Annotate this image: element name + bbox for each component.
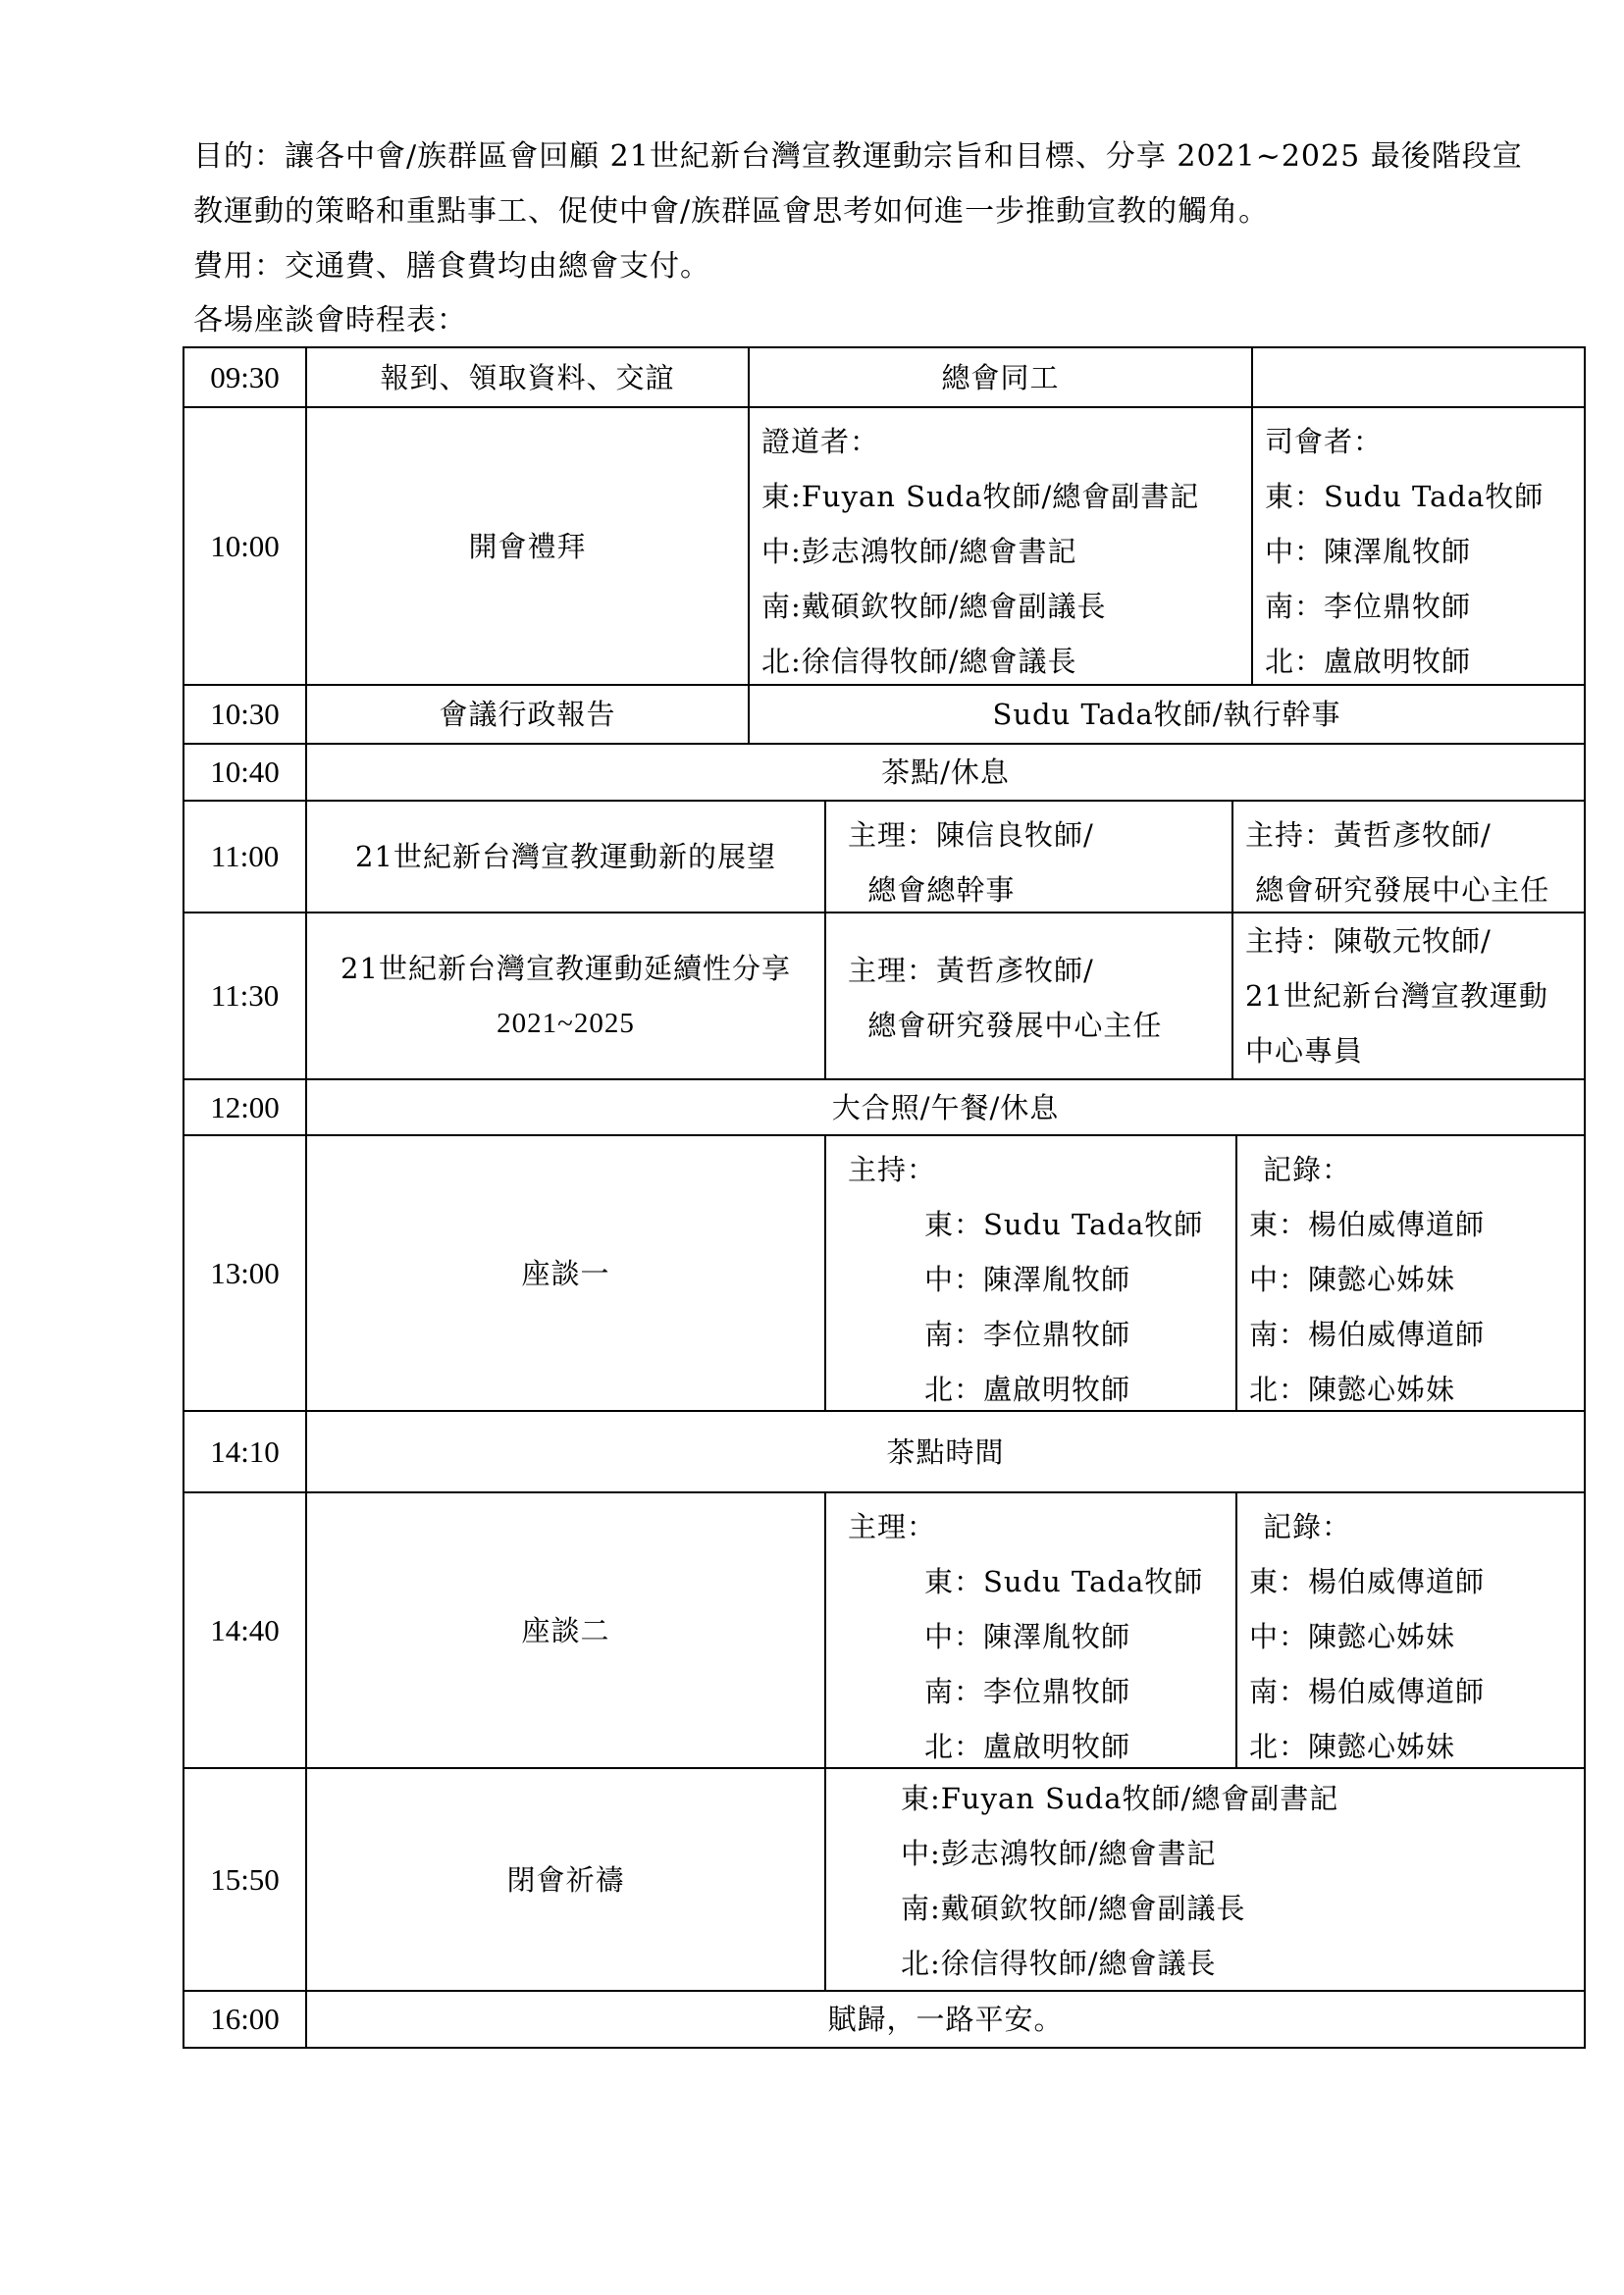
cell-line: 東：Sudu Tada牧師 bbox=[924, 1565, 1204, 1598]
cell-line: 主理：黃哲彥牧師/ bbox=[848, 954, 1094, 987]
cell-line: 中：陳懿心姊妹 bbox=[1249, 1263, 1456, 1296]
event-cell: 報到、領取資料、交誼 bbox=[305, 346, 750, 408]
cell-line: 21世紀新台灣宣教運動延續性分享 bbox=[341, 952, 791, 985]
time-cell: 11:30 bbox=[183, 912, 307, 1080]
cell-line: 東：Sudu Tada牧師 bbox=[1265, 480, 1545, 513]
host-cell bbox=[1231, 912, 1586, 1080]
cell-line: 記錄： bbox=[1263, 1510, 1352, 1543]
cell-line: 主理：陳信良牧師/ bbox=[848, 818, 1094, 852]
recorder-cell bbox=[1235, 1491, 1586, 1769]
cell-line: 東:Fuyan Suda牧師/總會副書記 bbox=[901, 1782, 1339, 1815]
event-cell: 21世紀新台灣宣教運動新的展望 bbox=[305, 800, 826, 913]
cell-line: 主理： bbox=[848, 1510, 937, 1543]
time-cell: 13:00 bbox=[183, 1134, 307, 1412]
cell-line: 南:戴碩欽牧師/總會副議長 bbox=[761, 590, 1107, 623]
event-cell: 賦歸，一路平安。 bbox=[305, 1990, 1586, 2049]
purpose-line-2: 教運動的策略和重點事工、促使中會/族群區會思考如何進一步推動宣教的觸角。 bbox=[193, 194, 1270, 229]
event-cell: 會議行政報告 bbox=[305, 684, 750, 745]
cell-line: 中:彭志鴻牧師/總會書記 bbox=[901, 1837, 1217, 1870]
staff-cell: 總會同工 bbox=[748, 346, 1253, 408]
host-cell bbox=[1231, 800, 1586, 913]
cell-line: 中：陳懿心姊妹 bbox=[1249, 1620, 1456, 1653]
cell-line: 總會研究發展中心主任 bbox=[1245, 873, 1550, 907]
cell-line: 東:Fuyan Suda牧師/總會副書記 bbox=[761, 480, 1200, 513]
leader-cell bbox=[824, 912, 1233, 1080]
cell-line: 證道者： bbox=[761, 425, 880, 458]
cell-line: 北：盧啟明牧師 bbox=[1265, 645, 1472, 678]
event-cell: 開會禮拜 bbox=[305, 406, 750, 686]
time-cell: 09:30 bbox=[183, 346, 307, 408]
time-cell: 10:30 bbox=[183, 684, 307, 745]
cell-line: 南：楊伯威傳道師 bbox=[1249, 1318, 1486, 1351]
time-cell: 16:00 bbox=[183, 1990, 307, 2049]
cell-line: 北：陳懿心姊妹 bbox=[1249, 1730, 1456, 1763]
cell-line: 中心專員 bbox=[1245, 1034, 1364, 1068]
event-cell: 閉會祈禱 bbox=[305, 1767, 826, 1992]
time-cell: 14:40 bbox=[183, 1491, 307, 1769]
cell-line: 主持： bbox=[848, 1153, 937, 1186]
cell-line: 總會研究發展中心主任 bbox=[848, 1009, 1163, 1042]
cell-line: 南：李位鼎牧師 bbox=[924, 1675, 1131, 1708]
time-cell: 15:50 bbox=[183, 1767, 307, 1992]
cell-line: 北：陳懿心姊妹 bbox=[1249, 1373, 1456, 1406]
schedule-title: 各場座談會時程表： bbox=[193, 303, 467, 338]
cell-line: 南：楊伯威傳道師 bbox=[1249, 1675, 1486, 1708]
cell-line: 東：楊伯威傳道師 bbox=[1249, 1208, 1486, 1241]
cell-line: 主持：黃哲彥牧師/ bbox=[1245, 818, 1492, 852]
presenter-cell: Sudu Tada牧師/執行幹事 bbox=[748, 684, 1586, 745]
cost-line: 費用：交通費、膳食費均由總會支付。 bbox=[193, 249, 710, 284]
event-cell: 座談一 bbox=[305, 1134, 826, 1412]
cell-line: 南:戴碩欽牧師/總會副議長 bbox=[901, 1892, 1246, 1925]
cell-line: 2021~2025 bbox=[497, 1008, 635, 1039]
cell-line: 北:徐信得牧師/總會議長 bbox=[761, 645, 1077, 678]
event-cell: 座談二 bbox=[305, 1491, 826, 1769]
time-cell: 11:00 bbox=[183, 800, 307, 913]
event-cell bbox=[305, 912, 826, 1080]
time-cell: 12:00 bbox=[183, 1078, 307, 1136]
event-cell: 大合照/午餐/休息 bbox=[305, 1078, 1586, 1136]
recorder-cell bbox=[1235, 1134, 1586, 1412]
cell-line: 北:徐信得牧師/總會議長 bbox=[901, 1947, 1217, 1980]
cell-line: 司會者： bbox=[1265, 425, 1384, 458]
cell-line: 21世紀新台灣宣教運動 bbox=[1245, 979, 1548, 1013]
leader-cell bbox=[824, 800, 1233, 913]
host-cell bbox=[1251, 406, 1586, 686]
cell-line: 東：楊伯威傳道師 bbox=[1249, 1565, 1486, 1598]
event-cell: 茶點/休息 bbox=[305, 743, 1586, 802]
cell-line: 東：Sudu Tada牧師 bbox=[924, 1208, 1204, 1241]
cell-line: 南：李位鼎牧師 bbox=[924, 1318, 1131, 1351]
purpose-line-1: 目的：讓各中會/族群區會回顧 21世紀新台灣宣教運動宗旨和目標、分享 2021~2025 最後階段宣 bbox=[193, 139, 1523, 174]
cell-line: 總會總幹事 bbox=[848, 873, 1016, 907]
cell-line: 中：陳澤胤牧師 bbox=[924, 1620, 1131, 1653]
cell-line: 北：盧啟明牧師 bbox=[924, 1730, 1131, 1763]
time-cell: 14:10 bbox=[183, 1410, 307, 1493]
prayer-cell bbox=[824, 1767, 1586, 1992]
empty-cell bbox=[1251, 346, 1586, 408]
preacher-cell bbox=[748, 406, 1253, 686]
moderator-cell bbox=[824, 1134, 1237, 1412]
cell-line: 記錄： bbox=[1263, 1153, 1352, 1186]
cell-line: 北：盧啟明牧師 bbox=[924, 1373, 1131, 1406]
cell-line: 中:彭志鴻牧師/總會書記 bbox=[761, 535, 1077, 568]
time-cell: 10:40 bbox=[183, 743, 307, 802]
cell-line: 主持：陳敬元牧師/ bbox=[1245, 924, 1492, 958]
cell-line: 南：李位鼎牧師 bbox=[1265, 590, 1472, 623]
moderator-cell bbox=[824, 1491, 1237, 1769]
event-cell: 茶點時間 bbox=[305, 1410, 1586, 1493]
time-cell: 10:00 bbox=[183, 406, 307, 686]
cell-line: 中：陳澤胤牧師 bbox=[1265, 535, 1472, 568]
cell-line: 中：陳澤胤牧師 bbox=[924, 1263, 1131, 1296]
